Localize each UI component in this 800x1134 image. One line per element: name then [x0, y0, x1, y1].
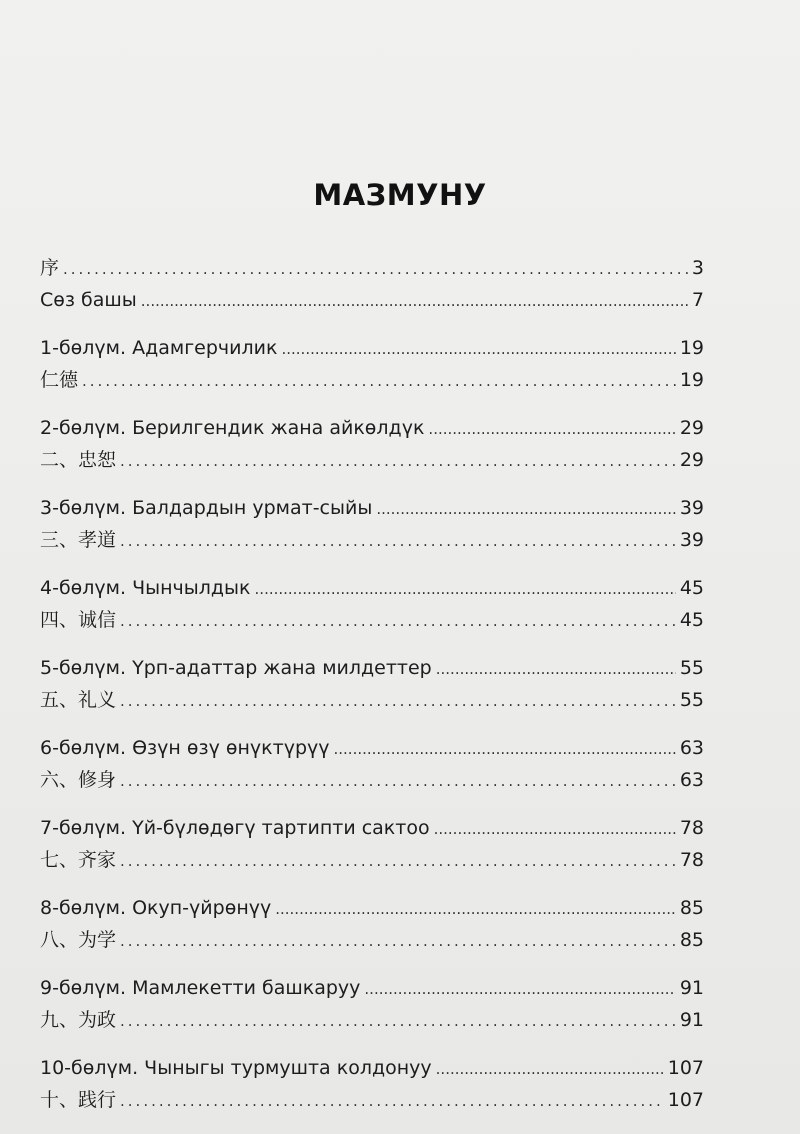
toc-entry-page: 63	[679, 737, 704, 759]
toc-entry-page: 39	[679, 529, 704, 551]
dot-leader	[120, 685, 676, 717]
toc-entry-page: 78	[679, 849, 704, 871]
toc-entry-preface	[40, 284, 704, 316]
dot-leader	[120, 605, 676, 637]
dot-leader	[120, 445, 676, 477]
toc-entry-label: 三、孝道	[40, 529, 117, 551]
toc-entry-label: 四、诚信	[40, 609, 117, 631]
toc-entry-preface-cn	[40, 252, 704, 284]
toc-entry-label: 1-бөлүм. Адамгерчилик	[40, 337, 278, 359]
toc-entry-page: 107	[667, 1089, 704, 1111]
toc-entry-label: 8-бөлүм. Окуп-үйрөнүү	[40, 897, 272, 919]
page-title: МАЗМУНУ	[313, 178, 487, 212]
toc-entry-chapter	[40, 1052, 704, 1084]
toc-entry-label: 10-бөлүм. Чыныгы турмушта колдонуу	[40, 1057, 432, 1079]
toc-entry-page: 91	[679, 977, 704, 999]
toc-entry-page: 63	[679, 769, 704, 791]
toc-entry-label: 九、为政	[40, 1009, 117, 1031]
toc-entry-chapter	[40, 972, 704, 1004]
toc-entry-label: 十、践行	[40, 1089, 117, 1111]
toc-entry-label: 9-бөлүм. Мамлекетти башкаруу	[40, 977, 361, 999]
dot-leader	[120, 1085, 664, 1117]
toc-entry-page: 85	[679, 897, 704, 919]
dot-leader	[275, 893, 676, 925]
toc-entry-subchapter	[40, 924, 704, 956]
toc-entry-page: 19	[679, 369, 704, 391]
dot-leader	[120, 1005, 676, 1037]
toc-entry-page: 7	[691, 289, 704, 311]
toc-entry-page: 45	[679, 609, 704, 631]
toc-entry-subchapter	[40, 364, 704, 396]
dot-leader	[364, 973, 675, 1005]
dot-leader	[255, 573, 676, 605]
toc-entry-subchapter	[40, 524, 704, 556]
dot-leader	[82, 365, 676, 397]
dot-leader	[436, 1053, 664, 1085]
toc-entry-label: 序	[40, 257, 60, 279]
toc-entry-label: 八、为学	[40, 929, 117, 951]
toc-entry-chapter	[40, 812, 704, 844]
toc-entry-subchapter	[40, 1084, 704, 1116]
dot-leader	[120, 765, 676, 797]
toc-entry-label: 3-бөлүм. Балдардын урмат-сыйы	[40, 497, 373, 519]
toc-entry-label: 2-бөлүм. Берилгендик жана айкөлдүк	[40, 417, 425, 439]
toc-entry-page: 78	[679, 817, 704, 839]
toc-entry-chapter	[40, 412, 704, 444]
toc-entry-chapter	[40, 892, 704, 924]
toc-entry-chapter	[40, 332, 704, 364]
toc-entry-label: 6-бөлүм. Өзүн өзү өнүктүрүү	[40, 737, 330, 759]
dot-leader	[434, 813, 676, 845]
toc-entry-page: 55	[679, 689, 704, 711]
toc-entry-page: 3	[691, 257, 704, 279]
toc-entry-subchapter	[40, 764, 704, 796]
toc-entry-label: 二、忠恕	[40, 449, 117, 471]
toc-entry-label: 仁德	[40, 369, 79, 391]
dot-leader	[120, 845, 676, 877]
toc-entry-chapter	[40, 652, 704, 684]
table-of-contents	[40, 252, 704, 1116]
dot-leader	[376, 493, 675, 525]
dot-leader	[141, 285, 688, 317]
toc-entry-subchapter	[40, 1004, 704, 1036]
toc-entry-page: 29	[679, 449, 704, 471]
toc-entry-label: Сөз башы	[40, 289, 137, 311]
toc-entry-chapter	[40, 492, 704, 524]
toc-entry-label: 六、修身	[40, 769, 117, 791]
dot-leader	[120, 525, 676, 557]
toc-entry-chapter	[40, 732, 704, 764]
toc-entry-page: 55	[679, 657, 704, 679]
dot-leader	[334, 733, 676, 765]
toc-entry-page: 85	[679, 929, 704, 951]
dot-leader	[281, 333, 675, 365]
toc-entry-page: 29	[679, 417, 704, 439]
dot-leader	[63, 253, 688, 285]
toc-entry-page: 91	[679, 1009, 704, 1031]
toc-entry-page: 107	[667, 1057, 704, 1079]
toc-entry-subchapter	[40, 684, 704, 716]
toc-entry-label: 4-бөлүм. Чынчылдык	[40, 577, 251, 599]
toc-entry-subchapter	[40, 844, 704, 876]
dot-leader	[436, 653, 676, 685]
toc-entry-label: 五、礼义	[40, 689, 117, 711]
toc-entry-label: 5-бөлүм. Үрп-адаттар жана милдеттер	[40, 657, 432, 679]
toc-entry-chapter	[40, 572, 704, 604]
toc-entry-page: 39	[679, 497, 704, 519]
toc-entry-label: 7-бөлүм. Үй-бүлөдөгү тартипти сактоо	[40, 817, 430, 839]
toc-entry-subchapter	[40, 444, 704, 476]
dot-leader	[428, 413, 675, 445]
toc-entry-subchapter	[40, 604, 704, 636]
toc-entry-page: 19	[679, 337, 704, 359]
toc-entry-label: 七、齐家	[40, 849, 117, 871]
toc-entry-page: 45	[679, 577, 704, 599]
dot-leader	[120, 925, 676, 957]
